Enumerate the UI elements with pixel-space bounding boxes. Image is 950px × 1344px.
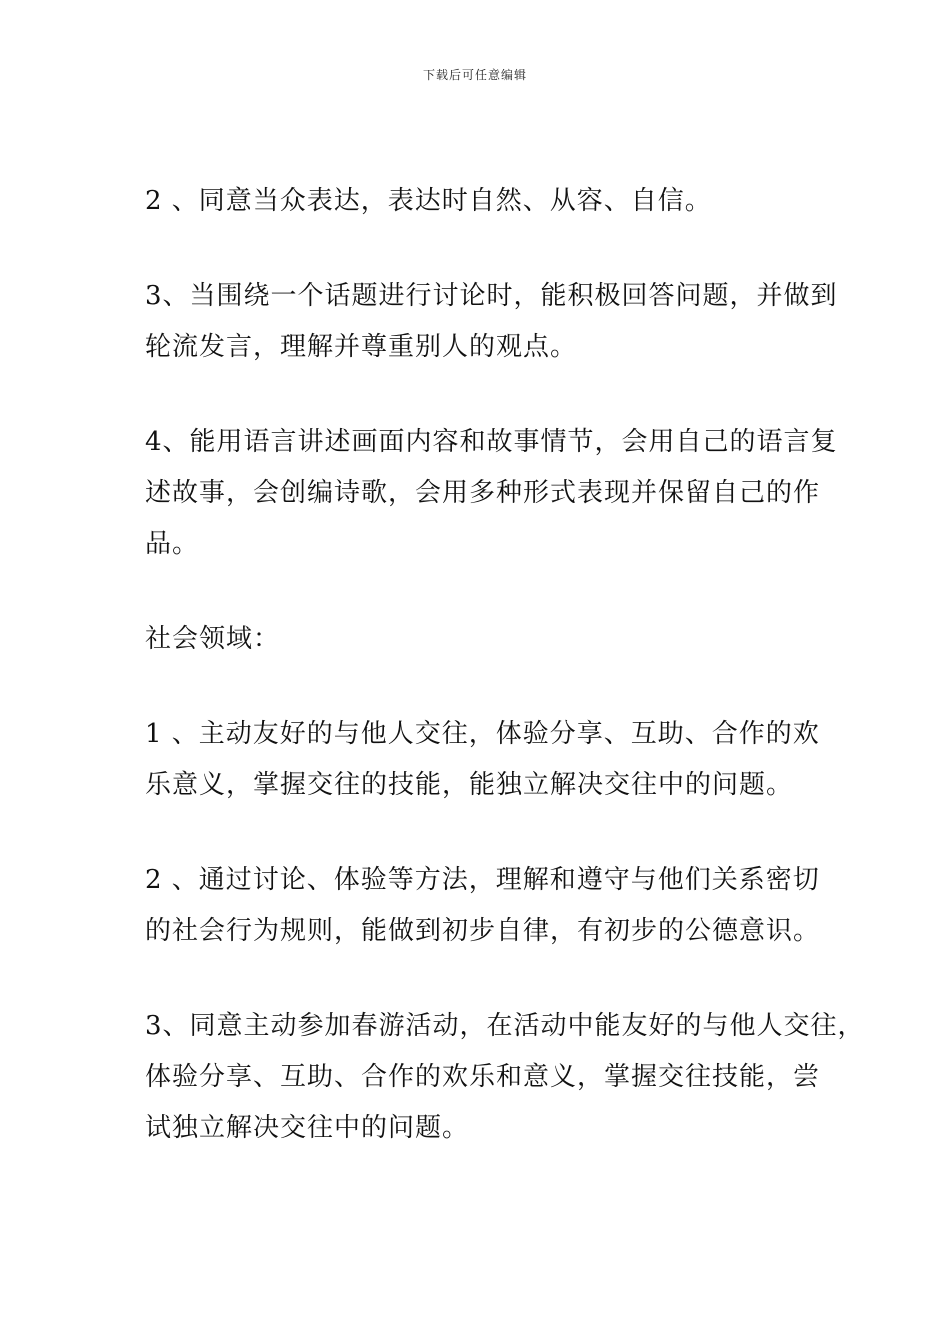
paragraph-line: 3、同意主动参加春游活动，在活动中能友好的与他人交往，: [145, 1011, 865, 1041]
paragraph-line: 述故事，会创编诗歌，会用多种形式表现并保留自己的作: [145, 478, 821, 508]
paragraph-line: 的社会行为规则，能做到初步自律，有初步的公德意识。: [145, 916, 821, 946]
paragraph-language-goal-3: [145, 271, 838, 373]
paragraph-line: 品。: [145, 529, 200, 559]
page-header: 下载后可任意编辑: [422, 68, 527, 82]
paragraph-line: 1 、主动友好的与他人交往，体验分享、互助、合作的欢: [145, 719, 820, 749]
document-body: [145, 176, 865, 1198]
paragraph-line: 3、当围绕一个话题进行讨论时，能积极回答问题，并做到: [145, 281, 838, 311]
paragraph-social-goal-1: [145, 709, 835, 811]
paragraph-line: 试独立解决交往中的问题。: [145, 1113, 470, 1143]
paragraph-line: 轮流发言，理解并尊重别人的观点。: [145, 332, 578, 362]
paragraph-social-goal-2: [145, 855, 835, 957]
paragraph-line: 4、能用语言讲述画面内容和故事情节，会用自己的语言复: [145, 427, 838, 457]
paragraph-language-goal-4: [145, 417, 838, 570]
paragraph-social-goal-3: [145, 1001, 865, 1154]
paragraph-line: 体验分享、互助、合作的欢乐和意义，掌握交往技能，尝: [145, 1062, 821, 1092]
paragraph-language-goal-2: [145, 176, 835, 227]
section-heading-social: [145, 614, 835, 665]
paragraph-line: 2 、通过讨论、体验等方法，理解和遵守与他们关系密切: [145, 865, 820, 895]
section-heading-text: 社会领域：: [145, 624, 281, 654]
paragraph-line: 2 、同意当众表达，表达时自然、从容、自信。: [145, 186, 712, 216]
paragraph-line: 乐意义，掌握交往的技能，能独立解决交往中的问题。: [145, 770, 794, 800]
